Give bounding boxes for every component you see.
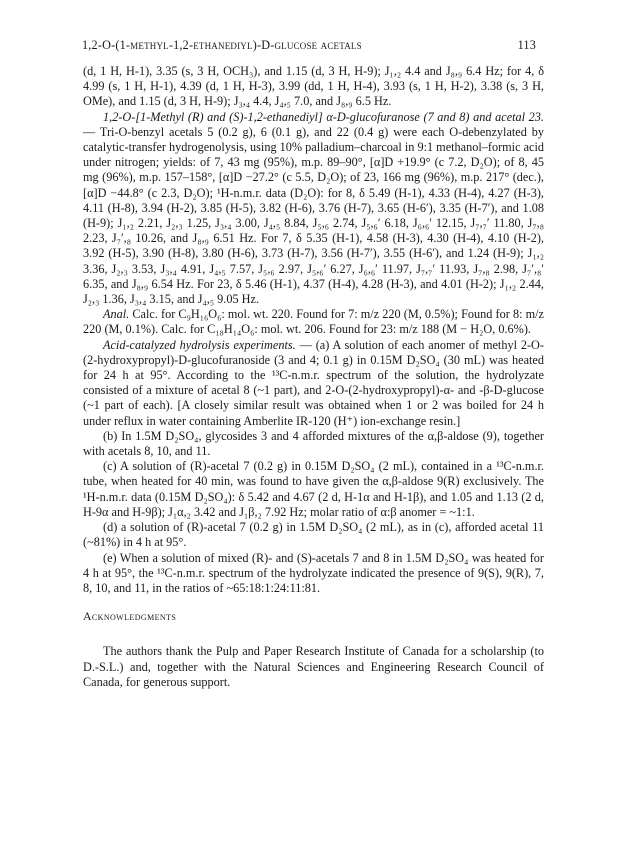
paragraph-text: (d) a solution of (R)-acetal 7 (0.2 g) in 1.5M D₂SO₄ (2 mL), as in (c), afforded acetal 11 (~81%) in 4 h at 95°. [83,520,544,550]
paragraph-text: (b) In 1.5M D₂SO₄, glycosides 3 and 4 afforded mixtures of the α,β-aldose (9), together with acetals 8, 10, and 11. [83,428,544,459]
paragraph-text: (e) When a solution of mixed (R)- and (S)-acetals 7 and 8 in 1.5M D₂SO₄ was heated for 4 h at 95°, the ¹³C-n.m.r. spectrum of the hydrolyzate indicated the presence of 9(S), 9(R), 7, 8, 10, and 11, in the ratios of ~65:18:1:24:11:81. [83,550,544,595]
paragraph-text: Calc. for C₉H₁₆O₆: mol. wt. 220. Found for 7: m/z 220 (M, 0.5%); Found for 8: m/z 220 (M, 0.1%). Calc. for C₁₈H₁₄O₆: mol. wt. 206. Found for 23: m/z 188 (M − H₂O, 0.6%). [83,307,544,337]
article-body [83,64,544,690]
paragraph-compounds-7-8-23 [83,110,544,308]
paragraph-hydrolysis-b [83,429,544,459]
paragraph-hydrolysis-d [83,520,544,550]
paragraph-hydrolysis-c [83,459,544,520]
running-head [82,38,536,53]
paragraph-hydrolysis-a [83,338,544,429]
running-title: 1,2-O-(1-methyl-1,2-ethanediyl)-D-glucose acetals [82,38,362,52]
paragraph-hydrolysis-e [83,551,544,597]
paragraph-text: (d, 1 H, H-1), 3.35 (s, 3 H, OCH₃), and 1.15 (d, 3 H, H-9); J₁,₂ 4.4 and J₈,₉ 6.4 Hz; for 4, δ 4.99 (s, 1 H, H-1), 4.39 (d, 1 H, H-3), 3.99 (dd, 1 H, H-4), 3.93 (s, 1 H, H-2), 3.38 (s, 3 H, OMe), and 1.15 (d, 3 H, H-9); J₃,₄ 4.4, J₄,₅ 7.0, and J₈,₉ 6.5 Hz. [83,64,544,109]
section-run-in-title: Acid-catalyzed hydrolysis experiments. [103,337,296,352]
paragraph-text: — (a) A solution of each anomer of methyl 2-O-(2-hydroxypropyl)-D-glucofuranoside (3 and 4; 0.1 g) in 0.15M D₂SO₄ (30 mL) was heated for 24 h at 95°. According to the ¹³C-n.m.r. spectrum of the solution, the hydrolyzate consisted of a mixture of acetal 8 (~1 part), and 2-O-(2-hydroxypropyl)-α- and -β-D-glucose (~1 part of each). [A closely similar result was obtained when 1 or 2 was boiled for 24 h under reflux in water containing Amberlite IR-120 (H⁺) ion-exchange resin.] [83,337,544,428]
section-run-in-title: 1,2-O-[1-Methyl (R) and (S)-1,2-ethanediyl] α-D-glucofuranose (7 and 8) and acetal 23. [103,109,544,124]
section-run-in-title: Anal. [103,307,130,322]
paragraph-text: — Tri-O-benzyl acetals 5 (0.2 g), 6 (0.1 g), and 22 (0.4 g) were each O-debenzylated by catalytic-transfer hydrogenolysis, using 10% palladium–charcoal in 9:1 methanol–formic acid under nitrogen; yields: of 7, 43 mg (95%), m.p. 89–90°, [α]D +19.9° (c 7.2, D₂O); of 8, 45 mg (96%), m.p. 157–158°, [α]D −27.2° (c 5.5, D₂O); of 23, 166 mg (96%), m.p. 217° (dec.), [α]D −44.8° (c 2.3, D₂O); ¹H-n.m.r. data (D₂O): for 8, δ 5.49 (H-1), 4.33 (H-4), 4.27 (H-3), 4.11 (H-8), 3.94 (H-2), 3.85 (H-5), 3.82 (H-6), 3.76 (H-7), 3.65 (H-6′), 3.35 (H-7′), and 1.08 (H-9); J₁,₂ 2.21, J₂,₃ 1.25, J₃,₄ 3.00, J₄,₅ 8.84, J₅,₆ 2.74, J₅,₆′ 6.18, J₆,₆′ 12.15, J₇,₇′ 11.80, J₇,₈ 2.23, J₇′,₈ 10.26, and J₈,₉ 6.51 Hz. For 7, δ 5.35 (H-1), 4.58 (H-3), 4.30 (H-4), 4.10 (H-2), 3.92 (H-5), 3.90 (H-8), 3.80 (H-6), 3.73 (H-7), 3.56 (H-7′), 3.55 (H-6′), and 1.24 (H-9); J₁,₂ 3.36, J₂,₃ 3.53, J₃,₄ 4.91, J₄,₅ 7.57, J₅,₆ 2.97, J₅,₆′ 6.27, J₆,₆′ 11.97, J₇,₇′ 11.93, J₇,₈ 2.98, J₇′,₈′ 6.35, and J₈,₉ 6.54 Hz. For 23, δ 5.46 (H-1), 4.37 (H-4), 4.28 (H-3), and 4.01 (H-2); J₁,₂ 2.44, J₂,₃ 1.36, J₃,₄ 3.15, and J₄,₅ 9.05 Hz. [83,124,544,307]
paragraph-analysis [83,307,544,337]
paragraph-text: (c) A solution of (R)-acetal 7 (0.2 g) in 0.15M D₂SO₄ (2 mL), contained in a ¹³C-n.m.r. tube, when heated for 40 min, was found to have given the α,β-aldose 9(R) exclusively. The ¹H-n.m.r. data (0.15M D₂SO₄): δ 5.42 and 4.67 (2 d, H-1α and H-1β), and 1.05 and 1.13 (2 d, H-9α and H-9β); J₁α,₂ 3.42 and J₁β,₂ 7.92 Hz; molar ratio of α:β anomer = ~1:1. [83,459,544,519]
paragraph-nmr-data-continued [83,64,544,110]
page-number: 113 [517,38,536,52]
acknowledgments-heading: Acknowledgments [83,609,177,624]
acknowledgments-text: The authors thank the Pulp and Paper Research Institute of Canada for a scholarship (to D.-S.L.) and, together with the Natural Sciences and Engineering Research Council of Canada, for generous support. [83,644,544,689]
